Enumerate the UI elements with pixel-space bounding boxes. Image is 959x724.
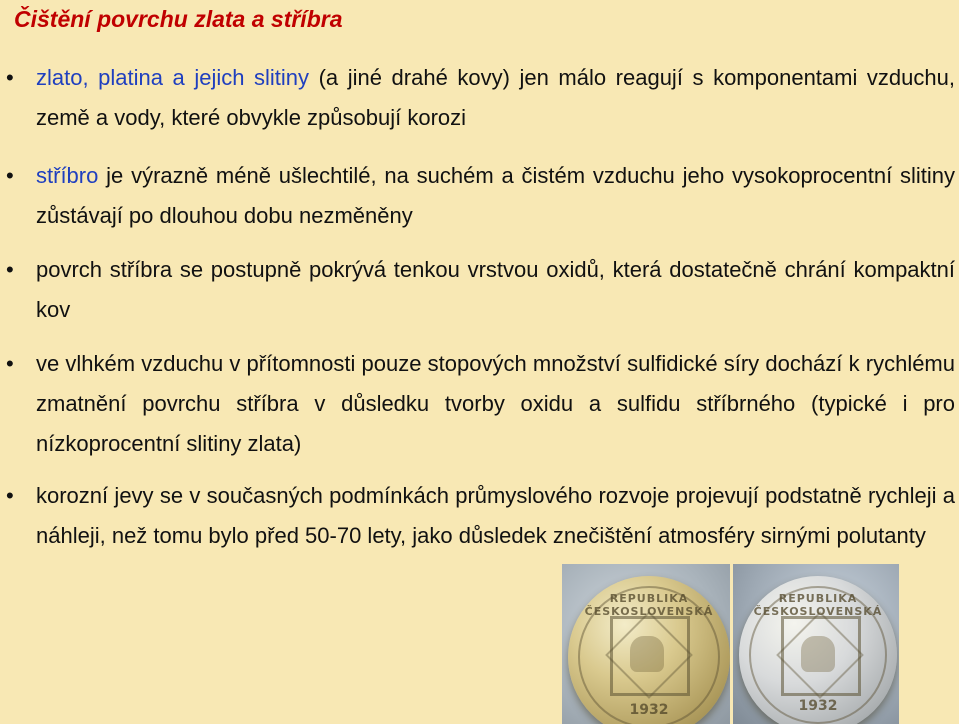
bullet-dot: • xyxy=(6,163,14,188)
coin-photo-cleaned xyxy=(733,564,899,724)
bullet-dot: • xyxy=(6,65,14,90)
bullet-dot: • xyxy=(6,257,14,282)
bullet-body: korozní jevy se v současných podmínkách průmyslového rozvoje projevují podstatně rychleji a náhleji, než tomu bylo před 50-70 lety, jako důsledek znečištění atmosféry sirnými polutanty xyxy=(36,483,955,548)
bullet-text xyxy=(36,476,955,556)
bullet-body: ve vlhkém vzduchu v přítomnosti pouze stopových množství sulfidické síry dochází k rychlému zmatnění povrchu stříbra v důsledku tvorby oxidu a sulfidu stříbrného (typické i pro nízkoprocentní slitiny zlata) xyxy=(36,351,955,456)
bullet-text xyxy=(36,250,955,330)
slide-title: Čištění povrchu zlata a stříbra xyxy=(14,6,343,32)
coin-year: 1932 xyxy=(798,698,838,714)
coin-emblem-icon xyxy=(801,636,835,672)
bullet-highlight: zlato, platina a jejich slitiny xyxy=(36,65,310,90)
bullet-body: je výrazně méně ušlechtilé, na suchém a čistém vzduchu jeho vysokoprocentní slitiny zůstávají po dlouhou dobu nezměněny xyxy=(36,163,955,228)
bullet-text xyxy=(36,344,955,464)
coin-emblem-icon xyxy=(630,636,664,672)
coin-photo-tarnished xyxy=(562,564,730,724)
coin-legend: REPUBLIKA ČESKOSLOVENSKÁ xyxy=(753,592,883,618)
bullet-text xyxy=(36,58,955,138)
bullet-body: povrch stříbra se postupně pokrývá tenkou vrstvou oxidů, která dostatečně chrání kompaktní kov xyxy=(36,257,955,322)
bullet-dot: • xyxy=(6,351,14,376)
bullet-text xyxy=(36,156,955,236)
bullet-dot: • xyxy=(6,483,14,508)
bullet-highlight: stříbro xyxy=(36,163,99,188)
coin-image xyxy=(739,576,897,724)
coin-image xyxy=(568,576,730,724)
coin-legend: REPUBLIKA ČESKOSLOVENSKÁ xyxy=(584,592,714,618)
bullet-body: (a jiné drahé kovy) jen málo reagují s komponentami vzduchu, země a vody, které obvykle způsobují korozi xyxy=(36,65,955,130)
coin-year: 1932 xyxy=(629,702,669,718)
